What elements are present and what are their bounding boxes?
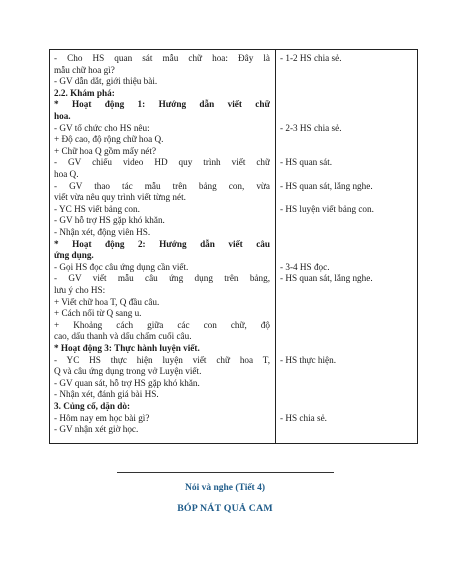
teacher-line: - YC HS viết bảng con. xyxy=(54,203,140,214)
teacher-line: - GV chiếu video HD quy trình viết chữ xyxy=(54,157,270,168)
teacher-line: 3. Củng cố, dặn dò: xyxy=(54,401,131,411)
student-line: - HS quan sát. xyxy=(280,157,333,168)
column-divider xyxy=(275,50,276,443)
teacher-line: * Hoạt động 2: Hướng dẫn viết câu xyxy=(54,238,270,249)
teacher-line: - YC HS thực hiện luyện viết chữ hoa T, xyxy=(54,354,270,365)
section-divider xyxy=(117,472,334,473)
teacher-line: - Nhận xét, đánh giá bài HS. xyxy=(54,389,159,400)
student-line: - HS quan sát, lắng nghe. xyxy=(280,273,373,284)
teacher-line: 2.2. Khám phá: xyxy=(54,87,115,98)
student-line: - HS quan sát, lắng nghe. xyxy=(280,180,373,191)
teacher-line: * Hoạt động 1: Hướng dẫn viết chữ xyxy=(54,99,270,110)
teacher-line: viết vừa nêu quy trình viết từng nét. xyxy=(54,192,186,203)
teacher-line: - Gọi HS đọc câu ứng dụng cần viết. xyxy=(54,261,189,272)
teacher-line: + Viết chữ hoa T, Q đầu câu. xyxy=(54,296,160,307)
teacher-line: + Độ cao, độ rộng chữ hoa Q. xyxy=(54,134,164,145)
teacher-line: hoa Q. xyxy=(54,169,79,179)
teacher-line: Q và câu ứng dụng trong vở Luyện viết. xyxy=(54,366,202,377)
teacher-line: - GV viết mẫu câu ứng dụng trên bảng, xyxy=(54,273,270,284)
section-subtitle: Nói và nghe (Tiết 4) xyxy=(184,483,266,493)
teacher-line: - GV tổ chức cho HS nêu: xyxy=(54,122,150,133)
teacher-line: - GV dẫn dắt, giới thiệu bài. xyxy=(54,76,158,87)
teacher-line: - GV thao tác mẫu trên bảng con, vừa xyxy=(54,180,270,191)
teacher-line: + Khoảng cách giữa các con chữ, độ xyxy=(54,319,270,330)
student-line: - 2-3 HS chia sẻ. xyxy=(280,122,342,133)
section-title: BÓP NÁT QUẢ CAM xyxy=(177,503,273,514)
teacher-line: ứng dụng. xyxy=(54,250,94,261)
student-line: - 3-4 HS đọc. xyxy=(280,261,330,272)
teacher-line: - GV nhận xét giờ học. xyxy=(54,424,139,435)
teacher-line: - Cho HS quan sát mẫu chữ hoa: Đây là xyxy=(54,53,270,63)
teacher-line: + Cách nối từ Q sang u. xyxy=(54,308,142,319)
student-line: - 1-2 HS chia sẻ. xyxy=(280,53,342,63)
teacher-line: + Chữ hoa Q gồm mấy nét? xyxy=(54,145,157,156)
lesson-plan-table xyxy=(49,49,418,444)
teacher-line: mẫu chữ hoa gì? xyxy=(54,64,115,75)
student-line: - HS luyện viết bảng con. xyxy=(280,203,374,214)
teacher-line: - Hôm nay em học bài gì? xyxy=(54,412,150,423)
teacher-line: - GV quan sát, hỗ trợ HS gặp khó khăn. xyxy=(54,377,200,388)
teacher-line: - Nhận xét, động viên HS. xyxy=(54,227,151,237)
teacher-line: hoa. xyxy=(54,111,71,121)
student-line: - HS chia sẻ. xyxy=(280,412,327,423)
teacher-line: lưu ý cho HS: xyxy=(54,285,106,295)
student-line: - HS thực hiện. xyxy=(280,354,337,365)
teacher-line: * Hoạt động 3: Thực hành luyện viết. xyxy=(54,343,200,353)
teacher-line: cao, dấu thanh và dấu chấm cuối câu. xyxy=(54,331,192,342)
teacher-line: - GV hỗ trợ HS gặp khó khăn. xyxy=(54,215,165,226)
